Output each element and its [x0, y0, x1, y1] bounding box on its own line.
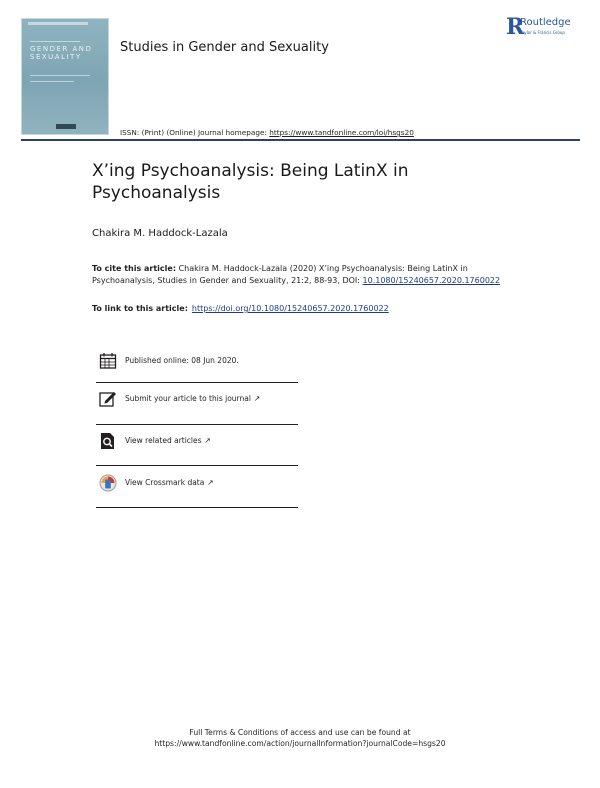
citation-block — [92, 263, 512, 287]
header-divider — [21, 139, 580, 141]
list-divider — [96, 465, 298, 466]
related-articles-link[interactable] — [96, 432, 298, 472]
article-link-line — [92, 304, 389, 313]
published-online-text: Published online: 08 Jun 2020. — [125, 356, 239, 365]
footer-line-1: Full Terms & Conditions of access and use can be found at — [189, 728, 411, 737]
cover-rule — [30, 81, 74, 82]
edit-icon — [99, 390, 117, 408]
journal-title[interactable]: Studies in Gender and Sexuality — [120, 40, 329, 55]
brand-name: Routledge — [520, 17, 571, 28]
cover-publisher-logo — [56, 124, 76, 129]
cover-title: GENDER AND SEXUALITY — [30, 45, 93, 61]
brand-subtitle: Taylor & Francis Group — [520, 30, 565, 35]
article-title: X’ing Psychoanalysis: Being LatinX in Psychoanalysis — [92, 161, 409, 203]
cite-text: Chakira M. Haddock-Lazala (2020) X’ing Psychoanalysis: Being LatinX in Psychoanalysis, Studies in Gender and Sexuality, 21:2, 88-93, DOI: — [92, 264, 468, 285]
related-articles-label-wrap — [125, 436, 211, 445]
external-link-icon: ↗ — [253, 394, 261, 403]
external-link-icon: ↗ — [207, 478, 214, 487]
journal-homepage-link[interactable]: https://www.tandfonline.com/loi/hsgs20 — [269, 128, 414, 137]
cite-doi-link[interactable]: 10.1080/15240657.2020.1760022 — [362, 276, 501, 285]
calendar-icon — [99, 352, 117, 370]
crossmark-link[interactable] — [96, 474, 298, 514]
list-divider — [96, 382, 298, 383]
issn-text: ISSN: (Print) (Online) Journal homepage: — [120, 128, 270, 137]
search-document-icon — [99, 432, 117, 450]
footer-terms-link[interactable]: https://www.tandfonline.com/action/journalInformation?journalCode=hsgs20 — [154, 739, 446, 748]
list-divider — [96, 507, 298, 508]
cover-rule — [30, 41, 80, 42]
article-author: Chakira M. Haddock-Lazala — [92, 228, 228, 239]
terms-footer — [0, 727, 600, 749]
submit-article-label-wrap — [125, 394, 260, 403]
crossmark-label-wrap — [125, 478, 214, 487]
article-doi-link[interactable]: https://doi.org/10.1080/15240657.2020.1760022 — [191, 304, 389, 313]
link-label: To link to this article: — [92, 304, 188, 313]
issn-line — [120, 128, 414, 137]
journal-cover-image — [21, 18, 109, 135]
submit-article-label: Submit your article to this journal — [125, 394, 251, 403]
external-link-icon: ↗ — [204, 436, 211, 445]
publisher-logo — [506, 14, 586, 40]
related-articles-label: View related articles — [125, 436, 202, 445]
cover-rule — [30, 75, 90, 76]
routledge-mark-icon: R — [506, 14, 525, 40]
crossmark-label: View Crossmark data — [125, 478, 205, 487]
published-online-row — [96, 352, 298, 392]
list-divider — [96, 424, 298, 425]
cover-top-strip — [28, 22, 88, 25]
crossmark-icon — [99, 474, 117, 492]
cite-label: To cite this article: — [92, 264, 177, 273]
